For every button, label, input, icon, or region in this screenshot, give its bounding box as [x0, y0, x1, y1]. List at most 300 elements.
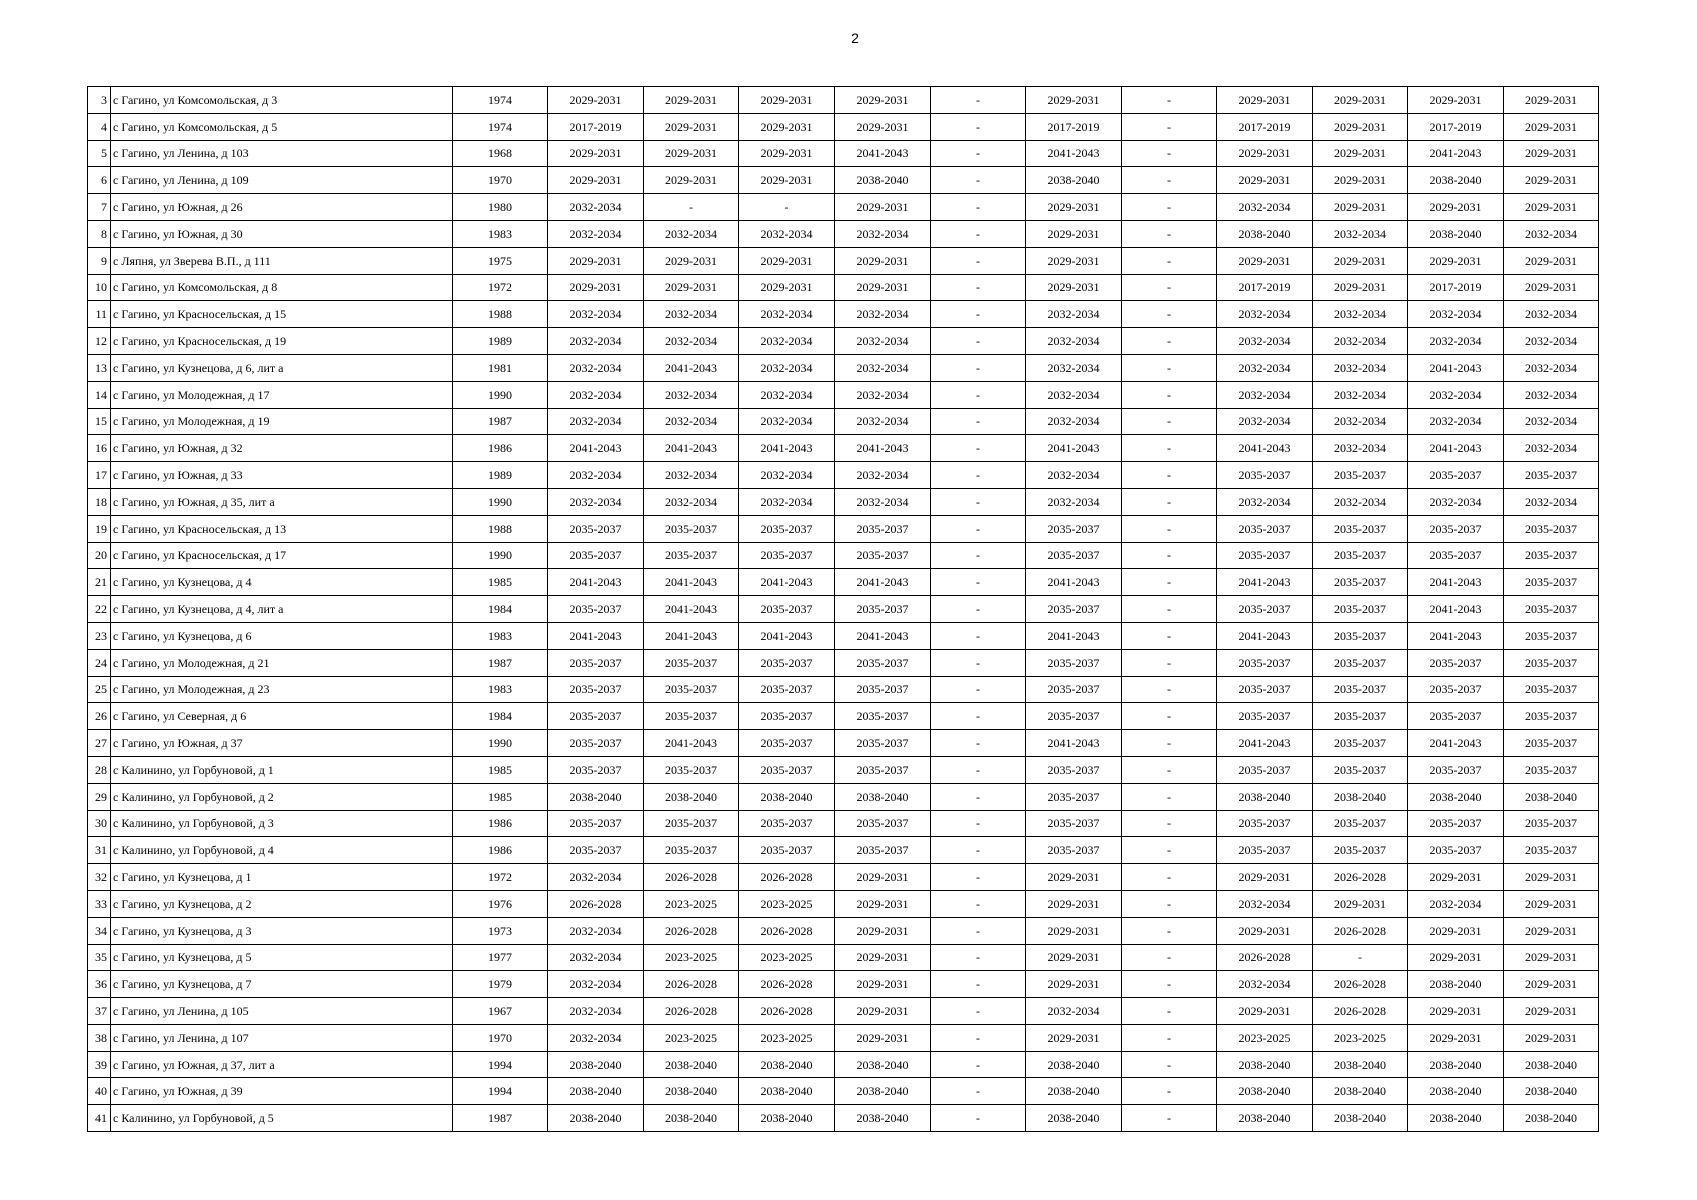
cell-period-4: 2029-2031: [835, 113, 931, 140]
cell-period-10: 2029-2031: [1408, 194, 1504, 221]
cell-address: с Гагино, ул Южная, д 37, лит а: [111, 1051, 453, 1078]
cell-period-11: 2032-2034: [1504, 435, 1599, 462]
cell-period-9: 2038-2040: [1313, 1105, 1408, 1132]
table-row: [88, 381, 1599, 408]
cell-address: с Гагино, ул Ленина, д 107: [111, 1024, 453, 1051]
cell-period-9: 2035-2037: [1313, 596, 1408, 623]
table-row: [88, 462, 1599, 489]
table-row: [88, 274, 1599, 301]
cell-period-4: 2029-2031: [835, 274, 931, 301]
cell-period-1: 2035-2037: [548, 649, 644, 676]
cell-row-number: 32: [88, 864, 111, 891]
cell-period-10: 2029-2031: [1408, 1024, 1504, 1051]
cell-address: с Гагино, ул Комсомольская, д 5: [111, 113, 453, 140]
table-row: [88, 488, 1599, 515]
cell-build-year: 1988: [453, 301, 548, 328]
cell-period-2: 2026-2028: [644, 917, 739, 944]
cell-period-10: 2029-2031: [1408, 998, 1504, 1025]
cell-row-number: 31: [88, 837, 111, 864]
table-row: [88, 354, 1599, 381]
cell-period-8: 2041-2043: [1217, 435, 1313, 462]
cell-period-8: 2032-2034: [1217, 328, 1313, 355]
cell-row-number: 18: [88, 488, 111, 515]
cell-period-6: 2029-2031: [1026, 971, 1122, 998]
cell-period-10: 2035-2037: [1408, 462, 1504, 489]
cell-row-number: 24: [88, 649, 111, 676]
cell-period-2: 2035-2037: [644, 703, 739, 730]
cell-address: с Калинино, ул Горбуновой, д 4: [111, 837, 453, 864]
cell-period-11: 2032-2034: [1504, 381, 1599, 408]
cell-period-4: 2041-2043: [835, 622, 931, 649]
cell-period-7: -: [1122, 837, 1217, 864]
cell-period-3: 2038-2040: [739, 1105, 835, 1132]
cell-period-5: -: [931, 542, 1026, 569]
cell-address: с Гагино, ул Красносельская, д 17: [111, 542, 453, 569]
table-row: [88, 730, 1599, 757]
cell-period-1: 2032-2034: [548, 381, 644, 408]
cell-period-11: 2035-2037: [1504, 596, 1599, 623]
cell-period-5: -: [931, 462, 1026, 489]
table-row: [88, 622, 1599, 649]
cell-period-3: 2029-2031: [739, 247, 835, 274]
cell-period-3: 2032-2034: [739, 408, 835, 435]
cell-period-2: 2032-2034: [644, 462, 739, 489]
cell-period-10: 2038-2040: [1408, 220, 1504, 247]
cell-period-3: 2026-2028: [739, 864, 835, 891]
cell-period-1: 2041-2043: [548, 569, 644, 596]
cell-period-2: 2032-2034: [644, 381, 739, 408]
cell-period-9: 2032-2034: [1313, 301, 1408, 328]
cell-period-10: 2035-2037: [1408, 542, 1504, 569]
cell-period-11: 2029-2031: [1504, 274, 1599, 301]
cell-period-6: 2038-2040: [1026, 1078, 1122, 1105]
cell-period-1: 2029-2031: [548, 274, 644, 301]
cell-row-number: 15: [88, 408, 111, 435]
cell-row-number: 10: [88, 274, 111, 301]
cell-period-8: 2029-2031: [1217, 87, 1313, 114]
cell-build-year: 1987: [453, 1105, 548, 1132]
cell-period-6: 2029-2031: [1026, 247, 1122, 274]
cell-period-7: -: [1122, 140, 1217, 167]
cell-period-10: 2041-2043: [1408, 569, 1504, 596]
cell-period-4: 2032-2034: [835, 301, 931, 328]
table-row: [88, 917, 1599, 944]
cell-period-4: 2035-2037: [835, 730, 931, 757]
cell-period-1: 2032-2034: [548, 971, 644, 998]
cell-build-year: 1989: [453, 462, 548, 489]
cell-period-4: 2029-2031: [835, 1024, 931, 1051]
cell-period-9: 2035-2037: [1313, 569, 1408, 596]
cell-build-year: 1983: [453, 220, 548, 247]
cell-row-number: 21: [88, 569, 111, 596]
cell-period-9: 2029-2031: [1313, 274, 1408, 301]
cell-period-7: -: [1122, 194, 1217, 221]
cell-period-11: 2035-2037: [1504, 676, 1599, 703]
cell-period-5: -: [931, 167, 1026, 194]
cell-period-1: 2038-2040: [548, 1105, 644, 1132]
cell-period-5: -: [931, 113, 1026, 140]
cell-period-1: 2032-2034: [548, 220, 644, 247]
cell-period-1: 2029-2031: [548, 247, 644, 274]
cell-period-9: 2029-2031: [1313, 87, 1408, 114]
cell-period-10: 2041-2043: [1408, 354, 1504, 381]
cell-build-year: 1979: [453, 971, 548, 998]
cell-period-1: 2017-2019: [548, 113, 644, 140]
cell-period-10: 2035-2037: [1408, 676, 1504, 703]
cell-period-2: 2026-2028: [644, 998, 739, 1025]
cell-period-3: 2041-2043: [739, 569, 835, 596]
cell-period-9: 2032-2034: [1313, 220, 1408, 247]
cell-period-7: -: [1122, 649, 1217, 676]
cell-period-1: 2035-2037: [548, 515, 644, 542]
cell-period-10: 2035-2037: [1408, 810, 1504, 837]
cell-period-1: 2035-2037: [548, 837, 644, 864]
cell-period-5: -: [931, 917, 1026, 944]
cell-period-4: 2029-2031: [835, 890, 931, 917]
cell-period-6: 2029-2031: [1026, 87, 1122, 114]
table-row: [88, 703, 1599, 730]
cell-address: с Гагино, ул Южная, д 26: [111, 194, 453, 221]
cell-address: с Гагино, ул Молодежная, д 19: [111, 408, 453, 435]
table-row: [88, 944, 1599, 971]
cell-period-8: 2032-2034: [1217, 890, 1313, 917]
cell-period-3: 2032-2034: [739, 301, 835, 328]
cell-period-2: 2029-2031: [644, 87, 739, 114]
cell-period-4: 2038-2040: [835, 1078, 931, 1105]
cell-period-9: 2035-2037: [1313, 703, 1408, 730]
cell-row-number: 38: [88, 1024, 111, 1051]
cell-address: с Гагино, ул Кузнецова, д 6: [111, 622, 453, 649]
cell-period-9: 2035-2037: [1313, 837, 1408, 864]
cell-address: с Гагино, ул Комсомольская, д 8: [111, 274, 453, 301]
cell-period-11: 2035-2037: [1504, 703, 1599, 730]
cell-address: с Гагино, ул Ленина, д 109: [111, 167, 453, 194]
cell-period-6: 2041-2043: [1026, 569, 1122, 596]
cell-period-1: 2035-2037: [548, 810, 644, 837]
cell-row-number: 6: [88, 167, 111, 194]
table-row: [88, 971, 1599, 998]
cell-row-number: 9: [88, 247, 111, 274]
cell-period-10: 2035-2037: [1408, 515, 1504, 542]
schedule-table: [87, 86, 1599, 1132]
table-row: [88, 1051, 1599, 1078]
cell-period-3: 2041-2043: [739, 435, 835, 462]
cell-period-9: 2038-2040: [1313, 1051, 1408, 1078]
cell-period-2: 2029-2031: [644, 113, 739, 140]
cell-period-6: 2029-2031: [1026, 1024, 1122, 1051]
cell-period-4: 2029-2031: [835, 998, 931, 1025]
cell-address: с Гагино, ул Красносельская, д 15: [111, 301, 453, 328]
cell-period-8: 2029-2031: [1217, 998, 1313, 1025]
cell-period-3: 2029-2031: [739, 167, 835, 194]
cell-period-6: 2029-2031: [1026, 220, 1122, 247]
table-row: [88, 864, 1599, 891]
cell-period-6: 2035-2037: [1026, 703, 1122, 730]
cell-period-11: 2035-2037: [1504, 810, 1599, 837]
cell-period-4: 2032-2034: [835, 381, 931, 408]
cell-build-year: 1985: [453, 569, 548, 596]
cell-period-2: 2032-2034: [644, 220, 739, 247]
cell-period-4: 2035-2037: [835, 837, 931, 864]
cell-period-4: 2035-2037: [835, 756, 931, 783]
cell-period-5: -: [931, 756, 1026, 783]
cell-period-1: 2041-2043: [548, 435, 644, 462]
cell-period-1: 2029-2031: [548, 87, 644, 114]
cell-period-7: -: [1122, 167, 1217, 194]
cell-period-3: 2029-2031: [739, 113, 835, 140]
cell-period-4: 2035-2037: [835, 515, 931, 542]
cell-period-8: 2035-2037: [1217, 703, 1313, 730]
cell-period-6: 2041-2043: [1026, 622, 1122, 649]
cell-period-2: 2038-2040: [644, 1105, 739, 1132]
cell-period-4: 2029-2031: [835, 87, 931, 114]
cell-period-4: 2041-2043: [835, 140, 931, 167]
cell-period-11: 2035-2037: [1504, 569, 1599, 596]
cell-period-7: -: [1122, 354, 1217, 381]
cell-period-7: -: [1122, 515, 1217, 542]
cell-period-5: -: [931, 140, 1026, 167]
cell-period-7: -: [1122, 810, 1217, 837]
cell-row-number: 26: [88, 703, 111, 730]
cell-period-11: 2035-2037: [1504, 515, 1599, 542]
table-row: [88, 113, 1599, 140]
page-number: 2: [851, 30, 859, 46]
cell-period-9: 2035-2037: [1313, 649, 1408, 676]
cell-period-10: 2035-2037: [1408, 837, 1504, 864]
cell-period-6: 2035-2037: [1026, 837, 1122, 864]
cell-period-6: 2035-2037: [1026, 756, 1122, 783]
cell-period-10: 2032-2034: [1408, 328, 1504, 355]
cell-period-2: 2041-2043: [644, 622, 739, 649]
cell-period-8: 2035-2037: [1217, 649, 1313, 676]
cell-period-8: 2029-2031: [1217, 917, 1313, 944]
cell-period-1: 2032-2034: [548, 488, 644, 515]
cell-period-8: 2035-2037: [1217, 515, 1313, 542]
cell-period-11: 2032-2034: [1504, 488, 1599, 515]
cell-period-7: -: [1122, 569, 1217, 596]
cell-build-year: 1988: [453, 515, 548, 542]
cell-row-number: 25: [88, 676, 111, 703]
cell-period-7: -: [1122, 1024, 1217, 1051]
cell-period-9: 2032-2034: [1313, 435, 1408, 462]
cell-period-3: 2035-2037: [739, 676, 835, 703]
cell-address: с Гагино, ул Южная, д 30: [111, 220, 453, 247]
cell-period-2: 2035-2037: [644, 837, 739, 864]
cell-period-7: -: [1122, 274, 1217, 301]
cell-row-number: 27: [88, 730, 111, 757]
cell-period-1: 2038-2040: [548, 783, 644, 810]
cell-row-number: 36: [88, 971, 111, 998]
cell-period-7: -: [1122, 542, 1217, 569]
cell-period-2: 2041-2043: [644, 569, 739, 596]
table-row: [88, 649, 1599, 676]
cell-period-10: 2041-2043: [1408, 730, 1504, 757]
cell-period-5: -: [931, 622, 1026, 649]
cell-period-5: -: [931, 783, 1026, 810]
cell-period-5: -: [931, 247, 1026, 274]
cell-period-9: 2035-2037: [1313, 542, 1408, 569]
table-row: [88, 542, 1599, 569]
cell-period-9: 2029-2031: [1313, 167, 1408, 194]
cell-period-3: 2026-2028: [739, 998, 835, 1025]
cell-period-9: 2035-2037: [1313, 810, 1408, 837]
cell-period-2: 2032-2034: [644, 328, 739, 355]
cell-row-number: 14: [88, 381, 111, 408]
cell-period-3: 2038-2040: [739, 783, 835, 810]
cell-period-1: 2035-2037: [548, 596, 644, 623]
cell-period-4: 2041-2043: [835, 569, 931, 596]
cell-period-11: 2029-2031: [1504, 944, 1599, 971]
cell-period-3: 2029-2031: [739, 87, 835, 114]
table-row: [88, 1024, 1599, 1051]
table-row: [88, 408, 1599, 435]
cell-period-2: 2035-2037: [644, 515, 739, 542]
cell-period-7: -: [1122, 462, 1217, 489]
cell-period-6: 2035-2037: [1026, 515, 1122, 542]
cell-period-11: 2032-2034: [1504, 301, 1599, 328]
cell-period-3: 2035-2037: [739, 756, 835, 783]
cell-period-6: 2038-2040: [1026, 167, 1122, 194]
cell-period-2: 2023-2025: [644, 944, 739, 971]
cell-period-11: 2029-2031: [1504, 890, 1599, 917]
cell-period-3: -: [739, 194, 835, 221]
cell-period-7: -: [1122, 971, 1217, 998]
cell-build-year: 1994: [453, 1078, 548, 1105]
cell-period-1: 2038-2040: [548, 1051, 644, 1078]
cell-period-6: 2017-2019: [1026, 113, 1122, 140]
cell-address: с Гагино, ул Северная, д 6: [111, 703, 453, 730]
cell-period-4: 2029-2031: [835, 247, 931, 274]
cell-address: с Гагино, ул Южная, д 39: [111, 1078, 453, 1105]
cell-period-7: -: [1122, 488, 1217, 515]
cell-period-8: 2035-2037: [1217, 676, 1313, 703]
cell-period-10: 2038-2040: [1408, 167, 1504, 194]
cell-period-8: 2032-2034: [1217, 488, 1313, 515]
cell-period-10: 2041-2043: [1408, 140, 1504, 167]
cell-address: с Гагино, ул Комсомольская, д 3: [111, 87, 453, 114]
cell-period-5: -: [931, 676, 1026, 703]
cell-period-10: 2035-2037: [1408, 756, 1504, 783]
cell-period-5: -: [931, 810, 1026, 837]
cell-address: с Калинино, ул Горбуновой, д 2: [111, 783, 453, 810]
cell-address: с Гагино, ул Кузнецова, д 3: [111, 917, 453, 944]
cell-period-11: 2029-2031: [1504, 140, 1599, 167]
cell-address: с Гагино, ул Кузнецова, д 4, лит а: [111, 596, 453, 623]
cell-period-10: 2017-2019: [1408, 274, 1504, 301]
cell-period-2: 2032-2034: [644, 488, 739, 515]
cell-period-5: -: [931, 354, 1026, 381]
cell-period-3: 2035-2037: [739, 515, 835, 542]
cell-period-9: 2023-2025: [1313, 1024, 1408, 1051]
cell-period-9: 2035-2037: [1313, 676, 1408, 703]
cell-period-6: 2038-2040: [1026, 1105, 1122, 1132]
cell-period-1: 2041-2043: [548, 622, 644, 649]
cell-period-5: -: [931, 1078, 1026, 1105]
cell-period-7: -: [1122, 301, 1217, 328]
cell-period-4: 2035-2037: [835, 703, 931, 730]
cell-period-8: 2032-2034: [1217, 971, 1313, 998]
cell-period-7: -: [1122, 917, 1217, 944]
cell-period-3: 2038-2040: [739, 1078, 835, 1105]
cell-period-8: 2029-2031: [1217, 167, 1313, 194]
cell-period-4: 2038-2040: [835, 167, 931, 194]
cell-period-11: 2029-2031: [1504, 87, 1599, 114]
cell-period-5: -: [931, 328, 1026, 355]
cell-period-7: -: [1122, 676, 1217, 703]
cell-build-year: 1983: [453, 676, 548, 703]
cell-row-number: 20: [88, 542, 111, 569]
cell-period-3: 2026-2028: [739, 971, 835, 998]
cell-period-2: -: [644, 194, 739, 221]
cell-address: с Гагино, ул Кузнецова, д 6, лит а: [111, 354, 453, 381]
table-row: [88, 167, 1599, 194]
cell-period-2: 2026-2028: [644, 971, 739, 998]
cell-period-6: 2032-2034: [1026, 381, 1122, 408]
cell-period-9: 2026-2028: [1313, 998, 1408, 1025]
cell-period-11: 2035-2037: [1504, 462, 1599, 489]
cell-period-11: 2029-2031: [1504, 971, 1599, 998]
cell-period-6: 2029-2031: [1026, 864, 1122, 891]
cell-period-5: -: [931, 730, 1026, 757]
cell-build-year: 1977: [453, 944, 548, 971]
cell-period-6: 2041-2043: [1026, 730, 1122, 757]
cell-period-6: 2032-2034: [1026, 462, 1122, 489]
cell-period-9: 2035-2037: [1313, 730, 1408, 757]
cell-period-11: 2035-2037: [1504, 730, 1599, 757]
cell-period-3: 2035-2037: [739, 542, 835, 569]
cell-period-4: 2032-2034: [835, 408, 931, 435]
cell-period-9: 2026-2028: [1313, 917, 1408, 944]
cell-build-year: 1987: [453, 408, 548, 435]
cell-period-4: 2032-2034: [835, 354, 931, 381]
cell-address: с Гагино, ул Ленина, д 103: [111, 140, 453, 167]
cell-period-1: 2032-2034: [548, 328, 644, 355]
cell-period-5: -: [931, 435, 1026, 462]
cell-period-4: 2032-2034: [835, 488, 931, 515]
cell-period-6: 2032-2034: [1026, 488, 1122, 515]
cell-period-9: 2035-2037: [1313, 515, 1408, 542]
cell-period-11: 2029-2031: [1504, 167, 1599, 194]
cell-period-1: 2032-2034: [548, 462, 644, 489]
cell-period-1: 2035-2037: [548, 676, 644, 703]
cell-row-number: 8: [88, 220, 111, 247]
cell-period-9: 2032-2034: [1313, 408, 1408, 435]
cell-period-1: 2029-2031: [548, 140, 644, 167]
cell-period-11: 2032-2034: [1504, 328, 1599, 355]
table-row: [88, 194, 1599, 221]
cell-period-8: 2023-2025: [1217, 1024, 1313, 1051]
cell-period-1: 2032-2034: [548, 301, 644, 328]
cell-period-10: 2029-2031: [1408, 247, 1504, 274]
cell-period-5: -: [931, 596, 1026, 623]
cell-period-2: 2041-2043: [644, 354, 739, 381]
cell-row-number: 28: [88, 756, 111, 783]
cell-period-6: 2038-2040: [1026, 1051, 1122, 1078]
cell-period-9: 2035-2037: [1313, 756, 1408, 783]
cell-period-9: 2038-2040: [1313, 783, 1408, 810]
cell-period-3: 2032-2034: [739, 354, 835, 381]
table-row: [88, 676, 1599, 703]
cell-period-8: 2038-2040: [1217, 1051, 1313, 1078]
cell-period-8: 2038-2040: [1217, 1078, 1313, 1105]
cell-period-10: 2032-2034: [1408, 890, 1504, 917]
cell-period-3: 2038-2040: [739, 1051, 835, 1078]
cell-period-10: 2035-2037: [1408, 703, 1504, 730]
cell-period-6: 2032-2034: [1026, 354, 1122, 381]
cell-period-1: 2032-2034: [548, 998, 644, 1025]
cell-period-7: -: [1122, 247, 1217, 274]
cell-build-year: 1976: [453, 890, 548, 917]
